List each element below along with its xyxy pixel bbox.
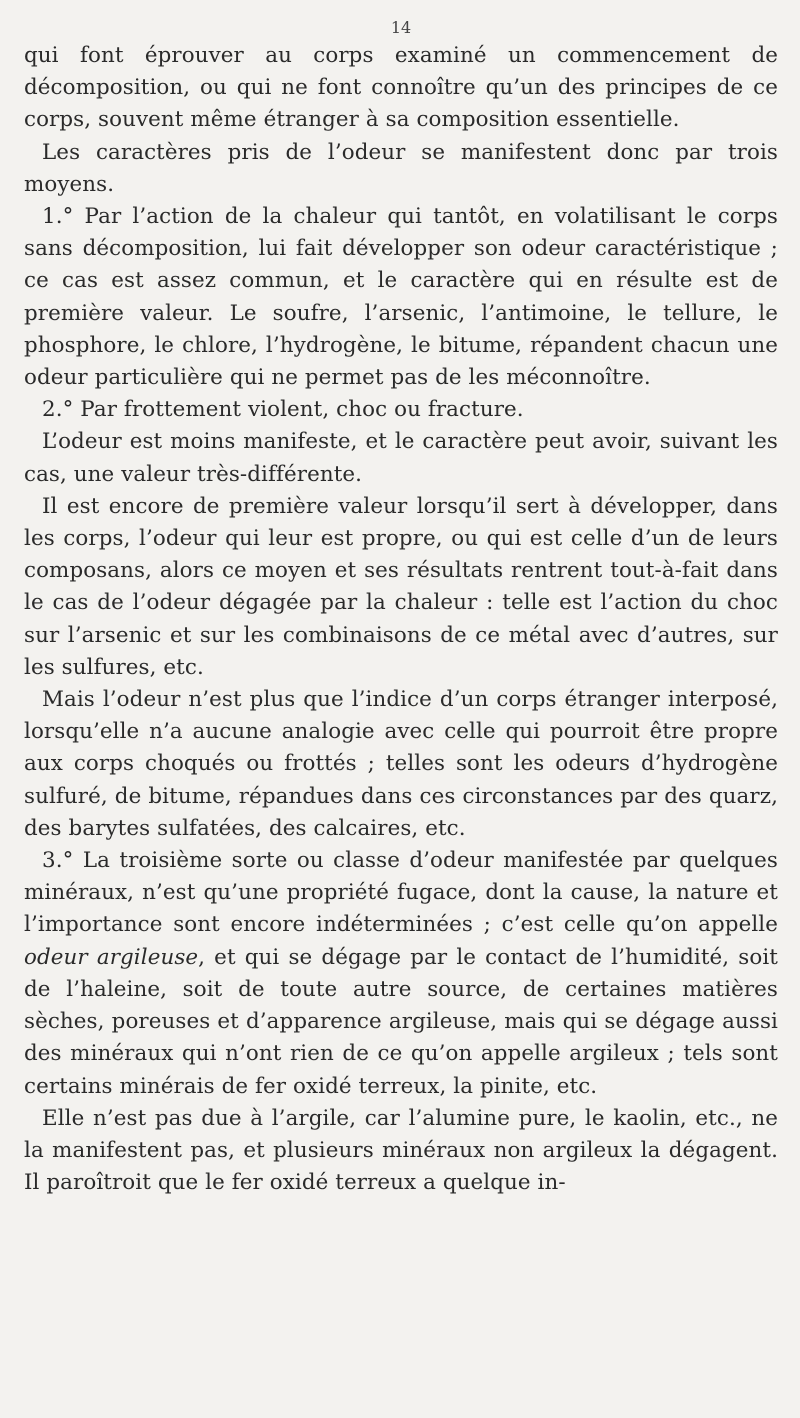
paragraph-friction-heading: 2.° Par frottement violent, choc ou fracture. xyxy=(42,397,524,423)
argillaceous-text-before: 3.° La troisième sorte ou classe d’odeur manifestée par quelques minéraux, n’est qu’une propriété fugace, dont la cause, la nature et l’importance sont encore indéterminées ; c’est celle qu’on appelle xyxy=(24,848,778,938)
paragraph-foreign-body: Mais l’odeur n’est plus que l’indice d’un corps étranger interposé, lorsqu’elle n’a aucune analogie avec celle qui pourroit être propre aux corps choqués ou frottés ; telles sont les odeurs d’hydrogène sulfuré, de bitume, répandues dans ces circonstances par des quarz, des barytes sulfatées, des calcaires, etc. xyxy=(24,687,778,841)
paragraph-friction-odour: L’odeur est moins manifeste, et le caractère peut avoir, suivant les cas, une valeur très-différente. xyxy=(24,429,778,487)
argillaceous-emphasis: odeur argileuse xyxy=(24,944,199,970)
page-number: 14 xyxy=(390,18,412,37)
paragraph-continuation: qui font éprouver au corps examiné un commencement de décomposition, ou qui ne font connoître qu’un des principes de ce corps, souvent même étranger à sa composition essentielle. xyxy=(24,43,778,133)
body-text xyxy=(24,40,778,1199)
paragraph-intro: Les caractères pris de l’odeur se manifestent donc par trois moyens. xyxy=(24,139,778,197)
paragraph-heat: 1.° Par l’action de la chaleur qui tantôt, en volatilisant le corps sans décomposition, lui fait développer son odeur caractéristique ; ce cas est assez commun, et le caractère qui en résulte est de première valeur. Le soufre, l’arsenic, l’antimoine, le tellure, le phosphore, le chlore, l’hydrogène, le bitume, répandent chacun une odeur particulière qui ne permet pas de les méconnoître. xyxy=(24,204,778,391)
argillaceous-text-after: , et qui se dégage par le contact de l’humidité, soit de l’haleine, soit de toute autre source, de certaines matières sèches, poreuses et d’apparence argileuse, mais qui se dégage aussi des minéraux qui n’ont rien de ce qu’on appelle argileux ; tels sont certains minérais de fer oxidé terreux, la pinite, etc. xyxy=(24,944,778,1099)
paragraph-clay: Elle n’est pas due à l’argile, car l’alumine pure, le kaolin, etc., ne la manifestent pas, et plusieurs minéraux non argileux la dégagent. Il paroîtroit que le fer oxidé terreux a quelque in- xyxy=(24,1105,778,1196)
paragraph-argillaceous xyxy=(24,845,778,1103)
paragraph-first-value: Il est encore de première valeur lorsqu’il sert à développer, dans les corps, l’odeur qui leur est propre, ou qui est celle d’un de leurs composans, alors ce moyen et ses résultats rentrent tout-à-fait dans le cas de l’odeur dégagée par la chaleur : telle est l’action du choc sur l’arsenic et sur les combinaisons de ce métal avec d’autres, sur les sulfures, etc. xyxy=(24,493,778,680)
